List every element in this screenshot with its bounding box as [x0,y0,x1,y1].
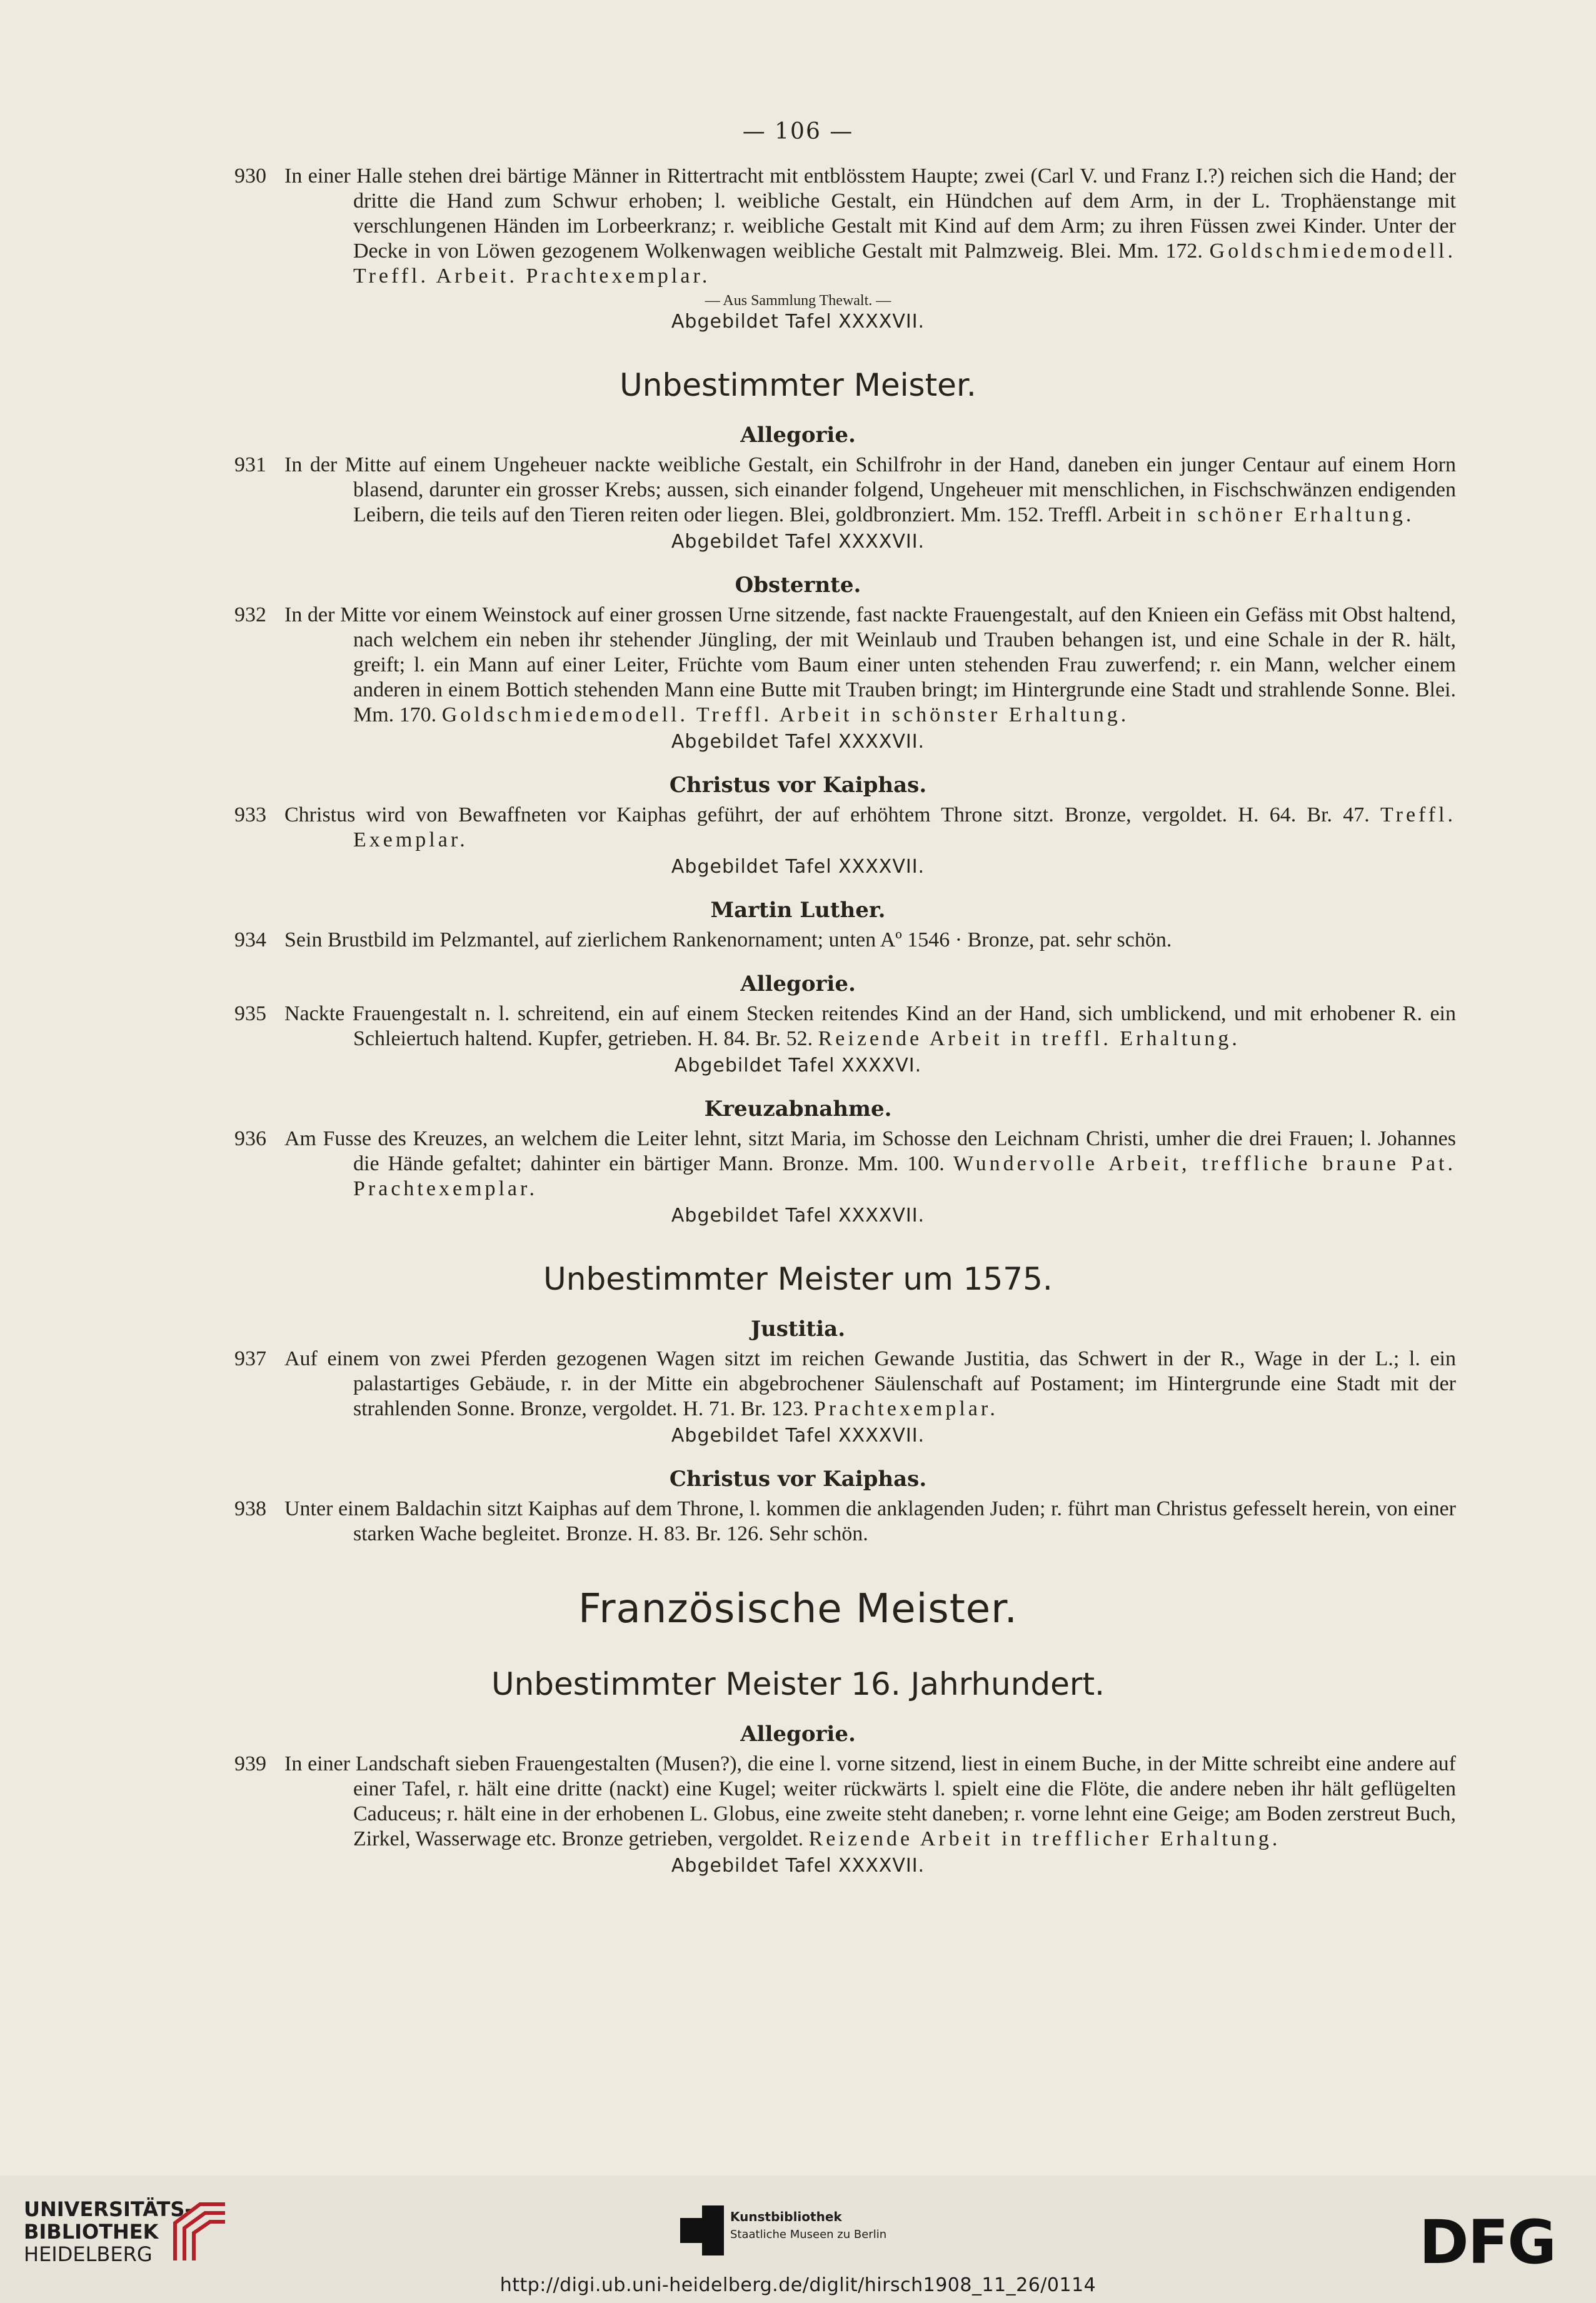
entry-description [284,1126,1456,1202]
catalogue-entry [234,453,1456,528]
kunstbibliothek-logo[interactable] [680,2205,943,2262]
catalogue-entry [234,164,1456,289]
dfg-logo[interactable] [1419,2212,1575,2274]
subject-heading: Christus vor Kaiphas. [669,1467,927,1492]
entry-assessment: Prachtexemplar. [813,1397,998,1420]
entry-text: Am Fusse des Kreuzes, an welchem die Leiter lehnt, sitzt Maria, im Schosse den Leichnam Christi, umher die drei Frauen; l. Johannes die Hände gefaltet; dahinter ein bärtiger Mann. Bronze. Mm. 100. [284,1127,1456,1175]
entry-number: 937 [234,1347,266,1370]
plate-reference: Abgebildet Tafel XXXXVII. [671,1425,925,1447]
ub-line-2: BIBLIOTHEK [24,2220,159,2244]
catalogue-entry [234,603,1456,728]
entry-assessment: Wundervolle Arbeit, treffliche braune Pat. Prachtexemplar. [353,1152,1457,1200]
subject-heading: Allegorie. [740,423,856,448]
entry-assessment: in schöner Erhaltung. [1166,503,1415,526]
entry-text: In der Mitte vor einem Weinstock auf einer grossen Urne sitzende, fast nackte Frauengestalt, auf den Knieen ein Gefäss mit Obst haltend, nach welchem ein neben ihr stehender Jüngling, der mit Weinlaub und Trauben behangen ist, und eine Schale in der R. hält, greift; l. ein Mann auf einer Leiter, Früchte vom Baum einer unten stehenden Frau zuwerfend; r. ein Mann, welcher einem anderen in einem Bottich stehenden Mann eine Butte mit Trauben bringt; im Hintergrunde eine Stadt und strahlende Sonne. Blei. Mm. 170. [284,603,1456,726]
catalogue-entry [234,1001,1456,1051]
subject-heading: Allegorie. [740,971,856,996]
school-heading: Französische Meister. [578,1586,1018,1632]
entry-number: 932 [234,603,266,626]
subject-heading: Obsternte. [735,573,861,598]
entry-number: 931 [234,453,266,476]
entry-description [284,1347,1456,1422]
ub-line-1: UNIVERSITÄTS- [24,2197,193,2221]
plate-reference: Abgebildet Tafel XXXXVII. [671,1205,925,1227]
entry-number: 934 [234,928,266,951]
subject-heading: Martin Luther. [710,898,886,923]
catalogue-entry [234,928,1456,953]
entry-text: In der Mitte auf einem Ungeheuer nackte weibliche Gestalt, ein Schilfrohr in der Hand, daneben ein junger Centaur auf einem Horn blasend, darunter ein grosser Krebs; aussen, sich einander folgend, Ungeheuer mit menschlichen, in Fischschwänzen endigenden Leibern, die teils auf den Tieren reiten oder liegen. Blei, goldbronziert. Mm. 152. Treffl. Arbeit [284,453,1456,526]
entry-number: 939 [234,1752,266,1775]
entry-description [284,164,1456,289]
kunstbibliothek-emblem-icon [680,2205,724,2255]
library-emblem-icon [163,2198,231,2267]
entry-number: 933 [234,803,266,826]
entry-text: Unter einem Baldachin sitzt Kaiphas auf dem Throne, l. kommen die anklagenden Juden; r. führt man Christus gefesselt herein, von einer starken Wache begleitet. Bronze. H. 83. Br. 126. Sehr schön. [284,1497,1456,1545]
dfg-wordmark-icon [1419,2212,1575,2274]
entry-text: Sein Brustbild im Pelzmantel, auf zierlichem Rankenornament; unten Aº 1546 · Bronze, pat. sehr schön. [284,928,1172,951]
entry-text: Nackte Frauengestalt n. l. schreitend, ein auf einem Stecken reitendes Kind an der Hand, sich umblickend, und mit erhobener R. ein Schleiertuch haltend. Kupfer, getrieben. H. 84. Br. 52. [284,1002,1456,1050]
plate-reference: Abgebildet Tafel XXXXVII. [671,1855,925,1877]
entry-assessment: Reizende Arbeit in treffl. Erhaltung. [818,1027,1240,1050]
entry-assessment: Goldschmiedemodell. Treffl. Arbeit. Prachtexemplar. [353,239,1456,288]
subject-heading: Justitia. [750,1317,846,1342]
entry-text: In einer Landschaft sieben Frauengestalten (Musen?), die eine l. vorne sitzend, liest in einem Buche, in der Mitte schreibt eine andere auf einer Tafel, r. hält eine dritte (nackt) eine Kugel; weiter rückwärts l. spielt eine die Flöte, die andere neben ihr hält geflügelten Caduceus; r. hält eine in der erhobenen L. Globus, eine zweite steht daneben; r. vorne lehnt eine Geige; am Boden zerstreut Buch, Zirkel, Wasserwage etc. Bronze getrieben, vergoldet. [284,1752,1456,1850]
catalogue-entry [234,1497,1456,1547]
master-heading: Unbestimmter Meister 16. Jahrhundert. [491,1666,1105,1702]
provenance-note: — Aus Sammlung Thewalt. — [705,293,891,309]
entry-description [284,1001,1456,1051]
page-number: — 106 — [742,119,854,144]
kunstbibliothek-subtitle: Staatliche Museen zu Berlin [730,2228,887,2241]
plate-reference: Abgebildet Tafel XXXXVII. [671,856,925,878]
catalogue-entry [234,803,1457,853]
dfg-text: DFG [1419,2212,1556,2274]
subject-heading: Kreuzabnahme. [704,1096,892,1121]
entry-text: In einer Halle stehen drei bärtige Männer in Rittertracht mit entblösstem Haupte; zwei (Carl V. und Franz I.?) reichen sich die Hand; der dritte die Hand zum Schwur erhoben; l. weibliche Gestalt, ein Hündchen auf dem Arm, in der L. Trophäenstange mit verschlungenen Händen im Lorbeerkranz; r. weibliche Gestalt mit Kind auf dem Arm; zu ihren Füssen zwei Kinder. Unter der Decke in von Löwen gezogenem Wolkenwagen weibliche Gestalt mit Palmzweig. Blei. Mm. 172. [284,164,1456,263]
footer-bar [0,2175,1596,2303]
plate-reference: Abgebildet Tafel XXXXVI. [674,1055,922,1076]
university-library-logo[interactable] [24,2198,236,2267]
plate-reference: Abgebildet Tafel XXXXVII. [671,311,925,333]
kunstbibliothek-title: Kunstbibliothek [730,2209,842,2224]
entry-number: 935 [234,1002,266,1025]
entry-description [284,1752,1456,1852]
entry-assessment: Reizende Arbeit in trefflicher Erhaltung. [808,1827,1281,1850]
entry-assessment: Goldschmiedemodell. Treffl. Arbeit in schönster Erhaltung. [441,703,1130,726]
entry-description [284,453,1456,528]
catalogue-entry [234,1126,1457,1202]
entry-number: 938 [234,1497,266,1520]
entry-description [284,1497,1456,1547]
entry-text: Auf einem von zwei Pferden gezogenen Wagen sitzt im reichen Gewande Justitia, das Schwert in der R., Wage in der L.; l. ein palastartiges Gebäude, r. in der Mitte ein abgebrochener Säulenschaft auf Postament; im Hintergrunde eine Stadt mit der strahlenden Sonne. Bronze, vergoldet. H. 71. Br. 123. [284,1347,1456,1420]
source-url[interactable]: http://digi.ub.uni-heidelberg.de/diglit/hirsch1908_11_26/0114 [499,2274,1097,2296]
master-heading: Unbestimmter Meister um 1575. [543,1261,1053,1297]
ub-line-3: HEIDELBERG [24,2242,153,2266]
entry-number: 930 [234,164,266,188]
catalogue-content [0,164,1596,1878]
entry-text: Christus wird von Bewaffneten vor Kaiphas geführt, der auf erhöhtem Throne sitzt. Bronze, vergoldet. H. 64. Br. 47. [284,803,1370,826]
entry-assessment: Treffl. Exemplar. [353,803,1457,851]
entry-number: 936 [234,1127,266,1150]
plate-reference: Abgebildet Tafel XXXXVII. [671,531,925,553]
catalogue-entry [234,1752,1456,1852]
master-heading: Unbestimmter Meister. [620,367,976,403]
plate-reference: Abgebildet Tafel XXXXVII. [671,731,925,753]
entry-description [284,928,1456,953]
catalogue-entry [234,1347,1456,1422]
subject-heading: Christus vor Kaiphas. [669,773,927,798]
entry-description [284,603,1456,728]
subject-heading: Allegorie. [740,1722,856,1747]
entry-description [284,803,1456,853]
